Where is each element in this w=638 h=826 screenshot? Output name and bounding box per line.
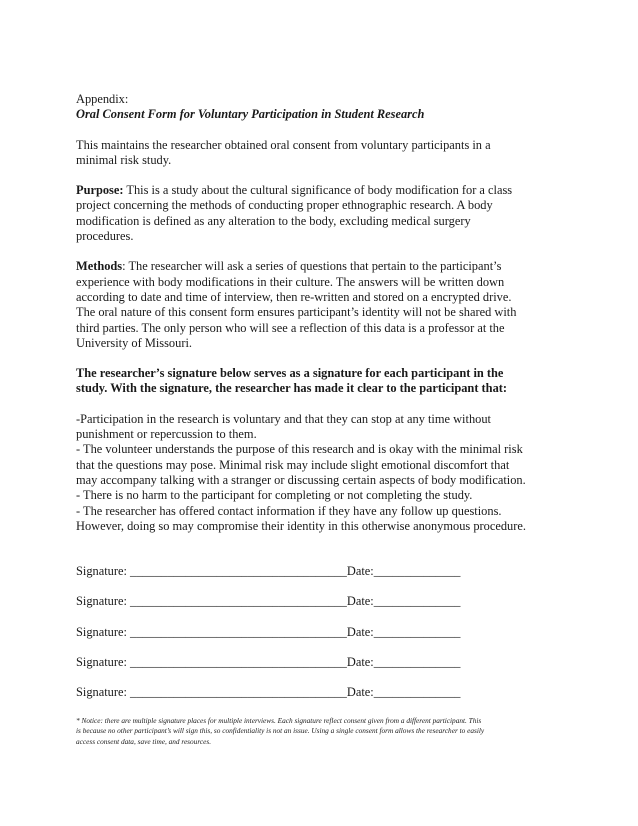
signature-field[interactable]: ___________________________________ bbox=[130, 685, 347, 700]
intro-line: minimal risk study. bbox=[76, 152, 172, 167]
date-label: Date: bbox=[346, 594, 374, 609]
methods-line: experience with body modifications in their culture. The answers will be written down bbox=[76, 274, 505, 289]
condition-line: - The researcher has offered contact information if they have any follow up questions. bbox=[76, 503, 502, 518]
signature-field[interactable]: ___________________________________ bbox=[130, 564, 347, 579]
signature-label: Signature: bbox=[76, 624, 131, 639]
signature-label: Signature: bbox=[76, 655, 131, 670]
signature-label: Signature: bbox=[76, 564, 131, 579]
intro-line: This maintains the researcher obtained oral consent from voluntary participants in a bbox=[76, 137, 491, 152]
date-label: Date: bbox=[346, 564, 374, 579]
signature-label: Signature: bbox=[76, 685, 131, 700]
signature-field[interactable]: ___________________________________ bbox=[130, 624, 347, 639]
signature-row[interactable] bbox=[76, 625, 568, 640]
methods-line: according to date and time of interview, then re-written and stored on a encrypted drive. bbox=[76, 289, 512, 304]
methods-text: : The researcher will ask a series of questions that pertain to the participant’s bbox=[122, 259, 502, 274]
signature-field[interactable]: ___________________________________ bbox=[130, 655, 347, 670]
notice-line: * Notice: there are multiple signature places for multiple interviews. Each signature reflect consent given from a different participant. This bbox=[76, 715, 482, 725]
date-field[interactable]: ______________ bbox=[373, 564, 461, 579]
condition-line: may accompany talking with a stranger or discussing certain aspects of body modification. bbox=[76, 472, 526, 487]
purpose-text: This is a study about the cultural significance of body modification for a class bbox=[123, 183, 513, 198]
methods-line: third parties. The only person who will see a reflection of this data is a professor at the bbox=[76, 320, 505, 335]
condition-line: that the questions may pose. Minimal risk may include slight emotional discomfort that bbox=[76, 457, 510, 472]
date-label: Date: bbox=[346, 685, 374, 700]
signature-row[interactable] bbox=[76, 655, 568, 670]
date-field[interactable]: ______________ bbox=[373, 685, 461, 700]
signature-label: Signature: bbox=[76, 594, 131, 609]
purpose-line: modification is defined as any alteration to the body, excluding medical surgery bbox=[76, 213, 471, 228]
signature-block bbox=[76, 564, 568, 700]
signature-field[interactable]: ___________________________________ bbox=[130, 594, 347, 609]
date-field[interactable]: ______________ bbox=[373, 594, 461, 609]
purpose-line: project concerning the methods of conducting proper ethnographic research. A body bbox=[76, 198, 493, 213]
purpose-label: Purpose: bbox=[76, 183, 124, 198]
methods-paragraph bbox=[76, 259, 568, 351]
date-label: Date: bbox=[346, 655, 374, 670]
notice-line: access consent data, save time, and resources. bbox=[76, 736, 212, 746]
condition-line: punishment or repercussion to them. bbox=[76, 427, 257, 442]
methods-label: Methods bbox=[76, 259, 123, 274]
statement-line: The researcher’s signature below serves as a signature for each participant in the bbox=[76, 366, 504, 381]
statement-line: study. With the signature, the researcher has made it clear to the participant that: bbox=[76, 381, 508, 396]
consent-statement bbox=[76, 366, 568, 397]
purpose-line: procedures. bbox=[76, 229, 134, 244]
condition-line: - There is no harm to the participant for completing or not completing the study. bbox=[76, 488, 473, 503]
appendix-label: Appendix: bbox=[76, 92, 129, 106]
condition-line: - The volunteer understands the purpose of this research and is okay with the minimal risk bbox=[76, 442, 523, 457]
signature-row[interactable] bbox=[76, 594, 568, 609]
date-label: Date: bbox=[346, 624, 374, 639]
intro-paragraph bbox=[76, 138, 568, 169]
condition-line: -Participation in the research is voluntary and that they can stop at any time without bbox=[76, 411, 491, 426]
signature-row[interactable] bbox=[76, 564, 568, 579]
notice-line: is because no other participant’s will sign this, so confidentiality is not an issue. Using a single consent form allows the researcher to easily bbox=[76, 726, 485, 736]
signature-row[interactable] bbox=[76, 685, 568, 700]
methods-line: The oral nature of this consent form ensures participant’s identity will not be shared with bbox=[76, 305, 517, 320]
consent-form-page bbox=[76, 92, 568, 747]
purpose-paragraph bbox=[76, 183, 568, 244]
condition-line: However, doing so may compromise their identity in this otherwise anonymous procedure. bbox=[76, 518, 526, 533]
form-title: Oral Consent Form for Voluntary Participation in Student Research bbox=[76, 107, 425, 122]
date-field[interactable]: ______________ bbox=[373, 655, 461, 670]
footnote-notice bbox=[76, 716, 568, 748]
conditions-list bbox=[76, 412, 568, 534]
date-field[interactable]: ______________ bbox=[373, 624, 461, 639]
methods-line: University of Missouri. bbox=[76, 335, 192, 350]
